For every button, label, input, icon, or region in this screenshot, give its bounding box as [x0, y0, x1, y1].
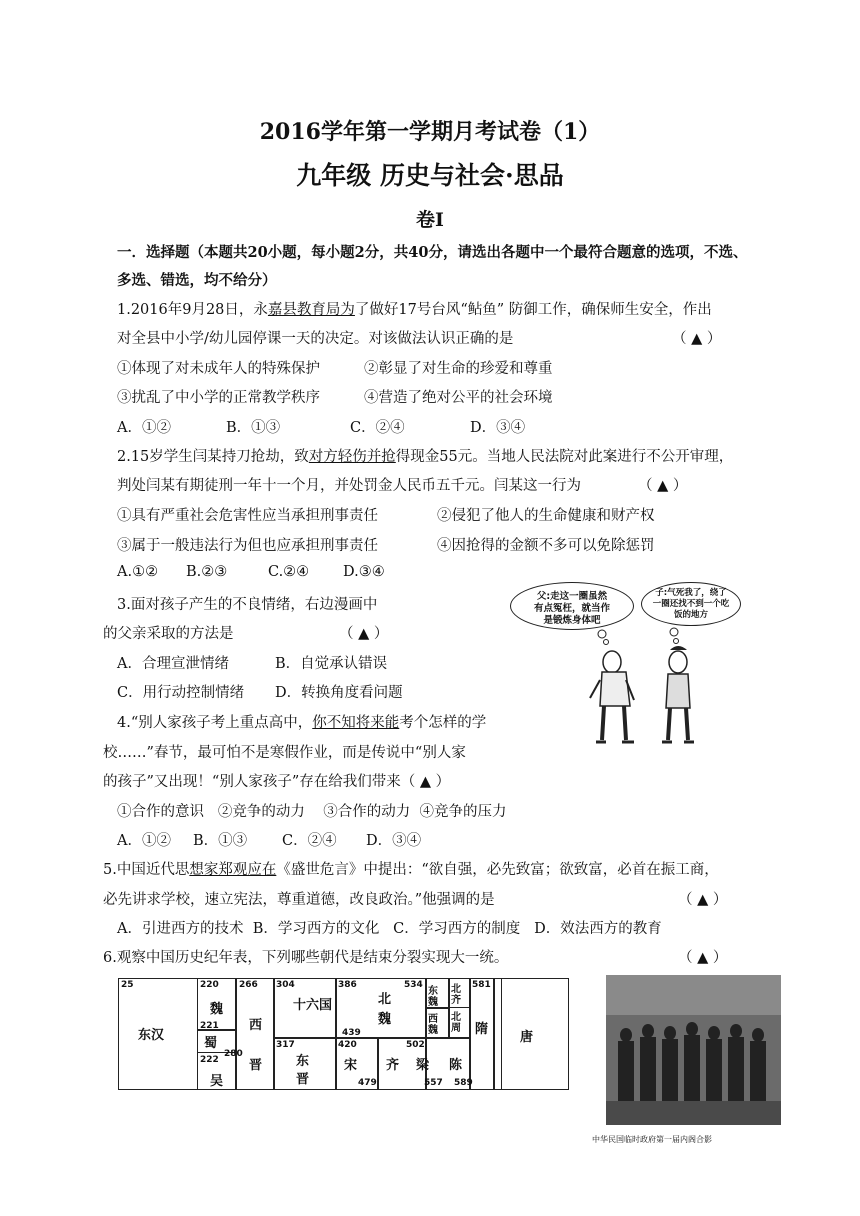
q4-line1: 4.“别人家孩子考上重点高中，你不知将来能考个怎样的学 [117, 715, 487, 731]
q6-answer-mark: （ ▲ ） [678, 950, 728, 966]
year-502: 502 [406, 1040, 425, 1050]
q4-line3: 的孩子”又出现！“别人家孩子”存在给我们带来（ ▲ ） [103, 774, 451, 790]
group-photo-figures [606, 975, 781, 1125]
dynasty-sui: 隋 [475, 1022, 489, 1037]
dynasty-wei2: 魏 [378, 1012, 392, 1027]
dynasty-xi: 西 [249, 1018, 263, 1033]
q5-line1: 5.中国近代思想家郑观应在《盛世危言》中提出：“欲自强，必先致富；欲致富，必首在振工商， [103, 862, 719, 878]
year-386: 386 [338, 980, 357, 990]
dynasty-shiliuguo: 十六国 [293, 998, 333, 1013]
dynasty-wei: 魏 [210, 1002, 224, 1017]
father-thought-bubble: 父:走这一圈虽然 有点冤枉，就当作 是锻炼身体吧 [510, 582, 634, 630]
cartoon-illustration [506, 580, 742, 746]
q3-choice-d: D．转换角度看问题 [275, 685, 403, 701]
q2-choice-c: C.②④ [268, 564, 310, 580]
dynasty-bei: 北 [378, 992, 392, 1007]
dynasty-dongwei: 东 魏 [428, 986, 438, 1008]
q3-choice-a: A．合理宣泄情绪 [117, 656, 229, 672]
q3-answer-mark: （ ▲ ） [339, 626, 389, 642]
year-581: 581 [472, 980, 491, 990]
q2-answer-mark: （ ▲ ） [638, 478, 688, 494]
dynasty-wu: 吴 [210, 1074, 224, 1089]
q3-line1: 3.面对孩子产生的不良情绪，右边漫画中 [117, 597, 378, 613]
q4-choice-b: B．①③ [193, 833, 248, 849]
q2-option-2: ②侵犯了他人的生命健康和财产权 [437, 508, 655, 524]
q3-line2: 的父亲采取的方法是 [103, 626, 234, 642]
q1-line1: 1.2016年9月28日，永嘉县教育局为了做好17号台风“鲇鱼” 防御工作，确保师生安全，作出 [117, 302, 712, 318]
q2-line1: 2.15岁学生闫某持刀抢劫，致对方轻伤并抢得现金55元。当地人民法院对此案进行不公开审理， [117, 449, 734, 465]
q1-choice-a: A．①② [117, 420, 171, 436]
dynasty-jin2: 晋 [296, 1072, 310, 1087]
exam-subtitle: 九年级 历史与社会·思品 [296, 161, 564, 190]
year-589: 589 [454, 1078, 473, 1088]
volume-label: 卷Ⅰ [416, 209, 444, 231]
q1-option-3: ③扰乱了中小学的正常教学秩序 [117, 390, 320, 406]
year-266: 266 [239, 980, 258, 990]
q1-option-1: ①体现了对未成年人的特殊保护 [117, 361, 320, 377]
q5-options: A．引进西方的技术 B．学习西方的文化 C．学习西方的制度 D．效法西方的教育 [117, 921, 662, 937]
son-thought-bubble: 子:气死我了，绕了 一圈还找不到一个吃 饭的地方 [641, 582, 741, 626]
q2-line2: 判处闫某有期徒刑一年十一个月，并处罚金人民币五千元。闫某这一行为 [117, 478, 581, 494]
q2-choice-d: D.③④ [343, 564, 385, 580]
q4-choice-c: C．②④ [282, 833, 337, 849]
dynasty-qi: 齐 [386, 1058, 400, 1073]
year-439: 439 [342, 1028, 361, 1038]
q4-options: ①合作的意识 ②竞争的动力 ③合作的动力 ④竞争的压力 [117, 804, 507, 820]
q1-line2: 对全县中小学/幼儿园停课一天的决定。对该做法认识正确的是 [117, 331, 514, 347]
q2-option-4: ④因抢得的金额不多可以免除惩罚 [437, 538, 655, 554]
photo-caption: 中华民国临时政府第一届内阁合影 [592, 1135, 712, 1144]
dynasty-xiwei: 西 魏 [428, 1014, 438, 1036]
dynasty-shu: 蜀 [204, 1036, 218, 1051]
year-304: 304 [276, 980, 295, 990]
q3-choice-b: B．自觉承认错误 [275, 656, 388, 672]
q2-option-3: ③属于一般违法行为但也应承担刑事责任 [117, 538, 378, 554]
year-222: 222 [200, 1055, 219, 1065]
year-534: 534 [404, 980, 423, 990]
cartoon-figures [506, 580, 742, 746]
section-heading-line1: 一．选择题（本题共20小题，每小题2分，共40分，请选出各题中一个最符合题意的选项，不选、 [117, 244, 748, 261]
year-317: 317 [276, 1040, 295, 1050]
dynasty-beiqi: 北 齐 [451, 984, 461, 1006]
q4-choice-d: D．③④ [366, 833, 422, 849]
exam-title: 2016学年第一学期月考试卷（1） [259, 119, 601, 145]
q1-choice-b: B．①③ [226, 420, 281, 436]
dynasty-liang: 梁 [416, 1058, 430, 1073]
q6-line1: 6.观察中国历史纪年表，下列哪些朝代是结束分裂实现大一统。 [103, 950, 509, 966]
q2-choice-b: B.②③ [186, 564, 228, 580]
q1-answer-mark: （ ▲ ） [672, 331, 722, 347]
q1-choice-c: C．②④ [350, 420, 405, 436]
q5-line2: 必先讲求学校，速立宪法，尊重道德，改良政治。”他强调的是 [103, 892, 495, 908]
dynasty-tang: 唐 [520, 1030, 534, 1045]
q1-option-4: ④营造了绝对公平的社会环境 [364, 390, 553, 406]
cabinet-group-photo [606, 975, 781, 1125]
q3-choice-c: C．用行动控制情绪 [117, 685, 245, 701]
q5-answer-mark: （ ▲ ） [678, 892, 728, 908]
year-420: 420 [338, 1040, 357, 1050]
q4-line2: 校……”春节，最可怕不是寒假作业，而是传说中“别人家 [103, 745, 466, 761]
dynasty-beizhou: 北 周 [451, 1012, 461, 1034]
q1-choice-d: D．③④ [470, 420, 526, 436]
dynasty-dong: 东 [296, 1054, 310, 1069]
dynasty-chen: 陈 [449, 1058, 463, 1073]
chronology-table [118, 978, 569, 1090]
year-221: 221 [200, 1021, 219, 1031]
q2-option-1: ①具有严重社会危害性应当承担刑事责任 [117, 508, 378, 524]
year-25: 25 [121, 980, 134, 990]
q1-option-2: ②彰显了对生命的珍爱和尊重 [364, 361, 553, 377]
year-479: 479 [358, 1078, 377, 1088]
year-557: 557 [424, 1078, 443, 1088]
q2-choice-a: A.①② [117, 564, 159, 580]
q4-choice-a: A．①② [117, 833, 171, 849]
year-220: 220 [200, 980, 219, 990]
dynasty-dong-han: 东汉 [138, 1028, 165, 1043]
year-280: 280 [224, 1049, 243, 1059]
dynasty-jin: 晋 [249, 1058, 263, 1073]
dynasty-song: 宋 [344, 1058, 358, 1073]
section-heading-line2: 多选、错选，均不给分） [117, 272, 277, 289]
